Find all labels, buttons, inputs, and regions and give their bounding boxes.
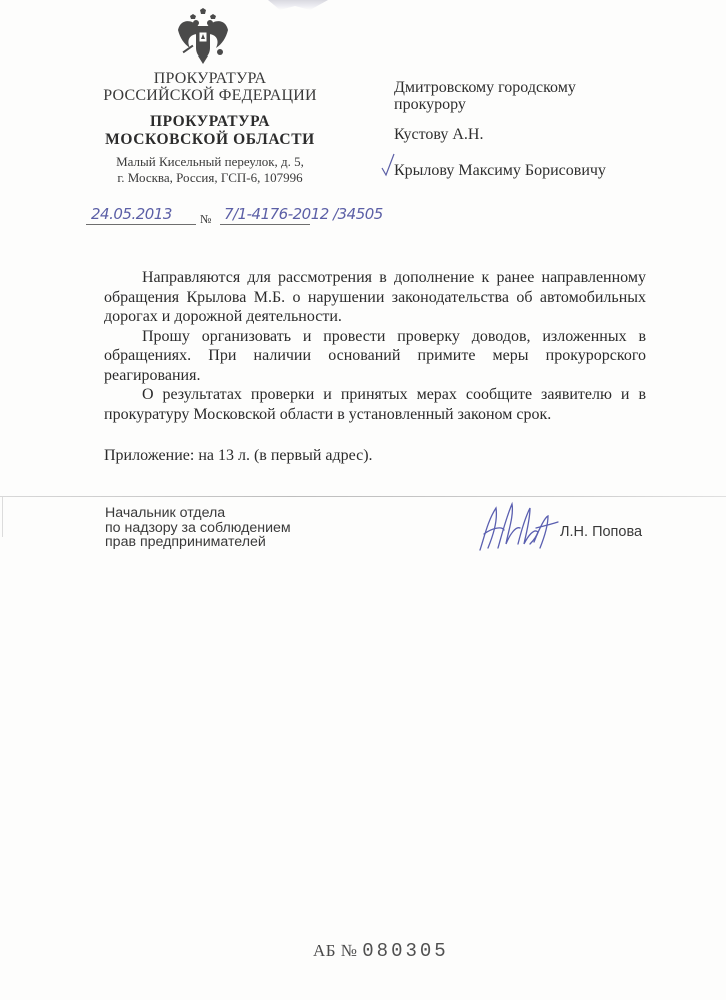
org-address-line: г. Москва, Россия, ГСП-6, 107996: [117, 170, 303, 185]
signer-title: [105, 506, 291, 550]
addressee-recipient-name: Крылову Максиму Борисовичу: [394, 162, 606, 179]
scan-edge: [2, 497, 3, 537]
addressee-position: Дмитровскому городскому: [394, 79, 576, 96]
addressee-recipient: [394, 162, 694, 179]
appendix-note: Приложение: на 13 л. (в первый адрес).: [104, 447, 373, 464]
addressee-block: [394, 79, 694, 179]
signer-title-line: Начальник отдела: [105, 505, 226, 521]
sub-org-name-line: ПРОКУРАТУРА: [149, 113, 271, 130]
org-name-line: РОССИЙСКОЙ ФЕДЕРАЦИИ: [103, 87, 317, 104]
body-paragraph: О результатах проверки и принятых мерах сообщите заявителю и в прокуратуру Московской области в установленный законом срок.: [104, 386, 646, 423]
registration-date: 24.05.2013: [91, 205, 172, 223]
page-crease-divider: [0, 496, 726, 497]
number-underline: [220, 224, 310, 225]
organization-header: [80, 70, 340, 186]
signer-name: Л.Н. Попова: [560, 524, 643, 540]
form-series: АБ №: [313, 941, 358, 960]
registration-number: 7/1-4176-2012 /34505: [224, 205, 383, 223]
handwritten-signature-icon: [474, 498, 560, 556]
addressee-position: прокурору: [394, 96, 466, 113]
checkmark-icon: [381, 153, 395, 177]
org-address-line: Малый Кисельный переулок, д. 5,: [116, 154, 304, 169]
addressee-name: Кустову А.Н.: [394, 126, 484, 143]
scan-fold-artifact: [268, 0, 328, 10]
registration-line: [86, 200, 406, 234]
date-underline: [86, 224, 196, 225]
serial-number: 080305: [362, 940, 449, 962]
letter-body: [104, 268, 646, 424]
body-paragraph: Направляются для рассмотрения в дополнение к ранее направленному обращения Крылова М.Б. о нарушении законодательства об автомобильных дорогах и дорожной деятельности.: [104, 269, 646, 325]
signer-title-line: по надзору за соблюдением: [105, 519, 291, 536]
registration-number-label: №: [200, 212, 212, 226]
org-name-line: ПРОКУРАТУРА: [153, 70, 267, 87]
signer-title-line: прав предпринимателей: [105, 534, 266, 550]
russian-coat-of-arms-icon: [176, 8, 230, 66]
body-paragraph: Прошу организовать и провести проверку доводов, изложенных в обращениях. При наличии оснований примите меры прокурорского реагирования.: [104, 327, 646, 384]
form-serial-number: [313, 940, 449, 962]
sub-org-name-line: МОСКОВСКОЙ ОБЛАСТИ: [105, 131, 315, 148]
